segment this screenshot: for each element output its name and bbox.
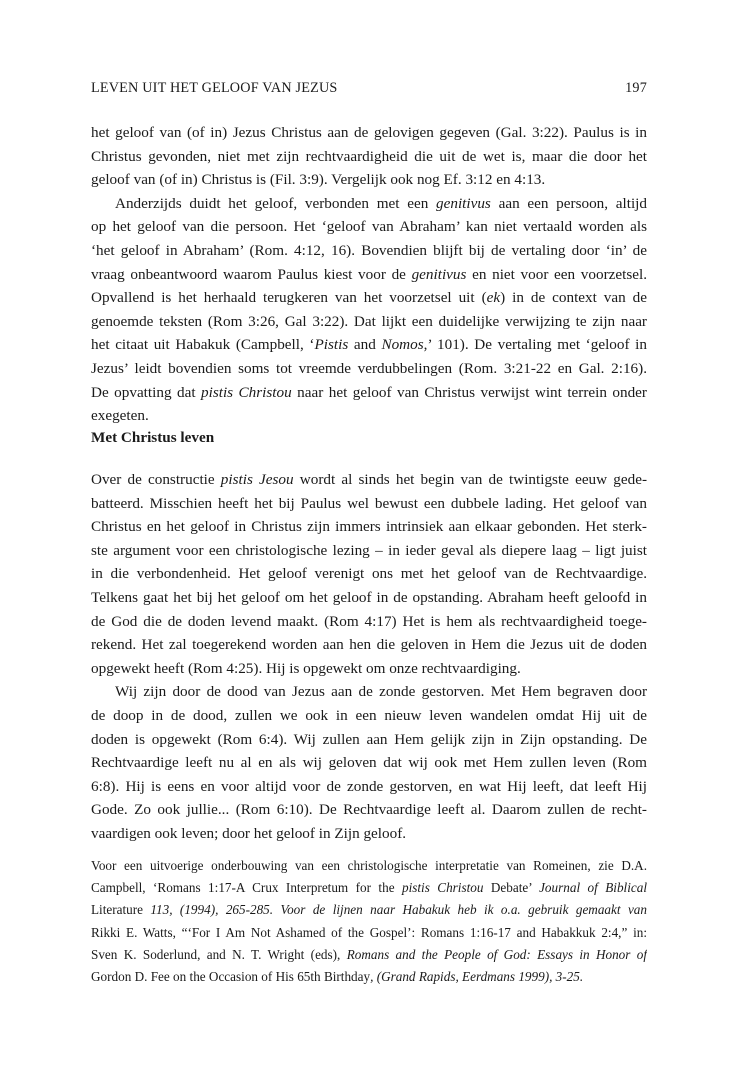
text-line (91, 899, 647, 921)
paragraph-1 (91, 121, 647, 192)
body-text-top (91, 121, 647, 428)
italic-text: genitivus (411, 265, 467, 283)
text-segment: Gordon D. Fee on the Occasion of His 65th Birthday (91, 968, 371, 984)
text-line (91, 263, 647, 287)
text-segment: in die verbondenheid. Het geloof verenigt ons met het geloof van de Rechtvaardige. (91, 565, 647, 583)
page-number: 197 (625, 80, 647, 96)
text-segment: doden is opgewekt (Rom 6:4). Wij zullen aan Hem gelijk zijn in Zijn opstanding. De (91, 730, 647, 748)
italic-text: ek (486, 289, 501, 307)
text-segment: opgewekt heeft (Rom 4:25). Hij is opgewekt om onze rechtvaardiging. (91, 659, 521, 677)
text-line (91, 468, 647, 492)
italic-text: pistis Christou (401, 880, 484, 896)
text-segment: Over de constructie (91, 471, 221, 488)
text-line (91, 310, 647, 334)
text-segment: ste argument voor een christologische lezing – in ieder geval als diepere laag – ligt juist (91, 541, 647, 559)
text-line (91, 751, 647, 775)
text-line (91, 855, 647, 877)
text-segment: aan een persoon, altijd (490, 194, 647, 212)
text-line (91, 775, 647, 799)
text-line (91, 680, 647, 704)
text-line (91, 333, 647, 357)
text-segment: Anderzijds duidt het geloof, verbonden met een (115, 194, 437, 212)
text-segment: Rechtvaardige leeft nu al en als wij geloven dat wij ook met Hem zullen leven (Rom (91, 754, 647, 772)
italic-text: , (Grand Rapids, Eerdmans 1999), 3-25. (370, 968, 584, 984)
text-segment: op het geloof van die persoon. Het ‘geloof van Abraham’ kan niet vertaald worden als (91, 218, 647, 236)
text-segment: ) in de context van de (500, 289, 647, 307)
text-segment: Sven K. Soderlund, and N. T. Wright (eds), (91, 946, 347, 962)
footnote-text (91, 855, 647, 988)
text-line (91, 121, 647, 145)
text-segment: ‘het geloof in Abraham’ (Rom. 4:12, 16). Bovendien blijft bij de vertaling door ‘in’ de (91, 241, 647, 259)
italic-text: Nomos (381, 336, 424, 354)
paragraph-4 (91, 680, 647, 845)
text-line (91, 704, 647, 728)
italic-text: Romans and the People of God: Essays in Honor of (346, 946, 647, 962)
text-segment: het geloof van (of in) Jezus Christus aan de gelovigen gegeven (Gal. 3:22). Paulus is in (91, 124, 647, 141)
text-line (91, 586, 647, 610)
text-segment: geloof van (of in) Christus is (Fil. 3:9). Vergelijk ook nog Ef. 3:12 en 4:13. (91, 171, 546, 189)
text-segment: vaardigen ook leven; door het geloof in Zijn geloof. (91, 824, 407, 842)
text-line (91, 215, 647, 239)
text-segment: wordt al sinds het begin van de twintigste eeuw gede- (293, 471, 647, 488)
paragraph-2 (91, 192, 647, 428)
italic-text: pistis Christou (201, 383, 292, 401)
text-segment: en niet voor een voorzetsel. (466, 265, 647, 283)
text-line (91, 539, 647, 563)
text-line (91, 562, 647, 586)
paragraph-3 (91, 468, 647, 680)
text-segment: Campbell, ‘Romans 1:17-A Crux Interpretum for the (91, 880, 402, 896)
text-line (91, 286, 647, 310)
text-line (91, 492, 647, 516)
text-line (91, 239, 647, 263)
italic-text: 113, (1994), 265-285. Voor de lijnen naar Habakuk heb ik o.a. gebruik gemaakt van (142, 902, 647, 918)
text-line (91, 404, 647, 428)
text-line (91, 145, 647, 169)
text-segment: de doop in de dood, zullen we ook in een nieuw leven wandelen omdat Hij uit de (91, 706, 647, 724)
text-line (91, 192, 647, 216)
text-line (91, 168, 647, 192)
running-header (91, 80, 647, 97)
text-line (91, 515, 647, 539)
text-segment: Rikki E. Watts, “‘For I Am Not Ashamed of the Gospel’: Romans 1:16-17 and Habakkuk 2:4,” in: (91, 924, 647, 940)
text-line (91, 633, 647, 657)
text-segment: Telkens gaat het bij het geloof om het geloof in de opstanding. Abraham heeft geloofd in (91, 588, 647, 606)
text-segment: de God die de doden levend maakt. (Rom 4:17) Het is hem als rechtvaardigheid toege- (91, 612, 647, 630)
text-line (91, 922, 647, 944)
text-line (91, 944, 647, 966)
section-body (91, 468, 647, 846)
italic-text: Pistis (314, 336, 349, 354)
italic-text: Journal of Biblical (539, 880, 647, 896)
text-line (91, 357, 647, 381)
text-line (91, 966, 647, 988)
text-segment: exegeten. (91, 407, 149, 425)
text-segment: Voor een uitvoerige onderbouwing van een christologische interpretatie van Romeinen, zie D.A. (91, 858, 647, 873)
text-segment: batteerd. Misschien heeft het bij Paulus wel bewust een dubbele lading. Het geloof van (91, 494, 647, 512)
text-segment: Christus en het geloof in Christus zijn immers intrinsiek aan elkaar gebonden. Het sterk- (91, 518, 647, 536)
text-segment: De opvatting dat (91, 383, 201, 401)
text-segment: Wij zijn door de dood van Jezus aan de zonde gestorven. Met Hem begraven door (115, 683, 647, 701)
text-segment: 6:8). Hij is eens en voor altijd voor de zonde gestorven, en wat Hij leeft, dat leeft Hij (91, 777, 647, 795)
text-segment: ,’ 101). De vertaling met ‘geloof in (423, 336, 647, 354)
book-page (91, 0, 647, 1068)
running-title: LEVEN UIT HET GELOOF VAN JEZUS (91, 80, 338, 96)
text-segment: Christus gevonden, niet met zijn rechtvaardigheid die uit de wet is, maar die door het (91, 147, 647, 165)
text-segment: vraag onbeantwoord waarom Paulus kiest voor de (91, 265, 412, 283)
text-line (91, 381, 647, 405)
text-line (91, 798, 647, 822)
text-line (91, 657, 647, 681)
text-segment: Gode. Zo ook jullie... (Rom 6:10). De Rechtvaardige leeft al. Daarom zullen de recht- (91, 801, 647, 819)
text-segment: Literature (91, 902, 143, 918)
text-line (91, 610, 647, 634)
text-segment: rekend. Het zal toegerekend worden aan hen die geloven in Hem die Jezus uit de doden (91, 636, 647, 654)
footnote (91, 855, 647, 988)
italic-text: genitivus (436, 194, 491, 212)
text-line (91, 728, 647, 752)
section-heading: Met Christus leven (91, 429, 215, 446)
text-segment: het citaat uit Habakuk (Campbell, ‘ (91, 336, 315, 354)
text-line (91, 822, 647, 846)
text-line (91, 877, 647, 899)
text-segment: genoemde teksten (Rom 3:26, Gal 3:22). Dat lijkt een duidelijke verwijzing te zijn naar (91, 312, 647, 330)
text-segment: Opvallend is het herhaald terugkeren van het voorzetsel uit ( (91, 289, 487, 307)
italic-text: pistis Jesou (220, 471, 294, 488)
text-segment: naar het geloof van Christus verwijst wint terrein onder (291, 383, 647, 401)
text-segment: Jezus’ leidt bovendien soms tot vreemde verdubbelingen (Rom. 3:21-22 en Gal. 2:16). (91, 359, 647, 377)
text-segment: and (348, 336, 382, 354)
text-segment: Debate’ (483, 880, 540, 896)
